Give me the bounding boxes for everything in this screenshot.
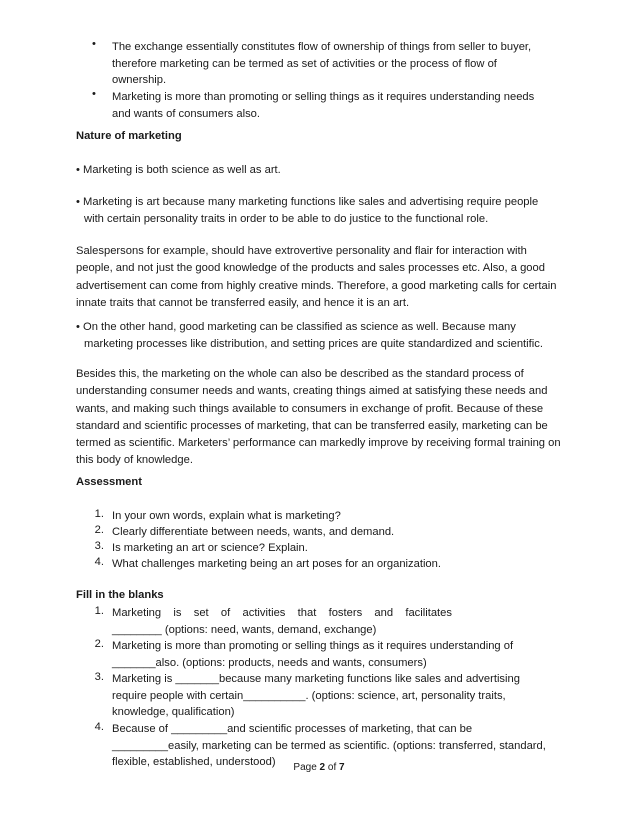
fill-item-3 <box>112 671 542 721</box>
fill-num-2: 2. <box>94 638 104 650</box>
footer-current-page: 2 <box>319 762 326 773</box>
nature-point-2 <box>76 194 566 229</box>
bullet-dot-icon: • <box>92 88 96 100</box>
top-bullet-1: The exchange essentially constitutes flow of ownership of things from seller to buyer, therefore marketing can be termed as set of activities or the process of flow of ownership. <box>112 41 532 86</box>
assessment-item-2: Clearly differentiate between needs, wants, and demand. <box>112 526 395 538</box>
assessment-item-1: In your own words, explain what is marketing? <box>112 510 341 522</box>
fill-item-4-rest: _________easily, marketing can be termed as scientific. (options: transferred, standard, flexible, established, understood) <box>112 739 546 768</box>
page-footer <box>0 762 638 773</box>
footer-sep: of <box>325 762 340 773</box>
nature-point-3-line1: • On the other hand, good marketing can be classified as science as well. Because many <box>76 321 516 333</box>
nature-point-3-line2: marketing processes like distribution, and setting prices are quite standardized and scientific. <box>84 338 543 351</box>
fill-item-3-rest: require people with certain__________. (options: science, art, personality traits, knowledge, qualification) <box>112 689 506 718</box>
assessment-num-3: 3. <box>94 540 104 552</box>
fill-item-2 <box>112 638 562 671</box>
fill-item-4-line1: Because of _________and scientific processes of marketing, that can be <box>112 723 473 735</box>
top-bullet-2: Marketing is more than promoting or selling things as it requires understanding needs and wants of consumers also. <box>112 91 535 120</box>
assessment-num-4: 4. <box>94 556 104 568</box>
fill-item-3-line1: Marketing is _______because many marketing functions like sales and advertising <box>112 673 520 685</box>
assessment-item-3: Is marketing an art or science? Explain. <box>112 542 308 554</box>
nature-point-2-line2: with certain personality traits in order to be able to do justice to the functional role. <box>84 213 489 226</box>
assessment-num-2: 2. <box>94 524 104 536</box>
assessment-num-1: 1. <box>94 508 104 520</box>
assessment-item-4: What challenges marketing being an art poses for an organization. <box>112 558 441 570</box>
nature-point-1: • Marketing is both science as well as art. <box>76 164 281 176</box>
fill-item-1-rest: ________ (options: need, wants, demand, exchange) <box>112 623 377 636</box>
nature-paragraph-besides: Besides this, the marketing on the whole can also be described as the standard process of understanding consumer needs and wants, creating things aimed at satisfying these needs and wants, and making such things available to consumers in exchange of profit. Because of these standard and scientific processes of marketing, that can be transferred easily, marketing can be termed as scientific. Marketers’ performance can markedly improve by receiving formal training on this body of knowledge. <box>76 368 561 467</box>
fill-item-1 <box>112 605 452 638</box>
fill-item-2-line1: Marketing is more than promoting or selling things as it requires understanding of <box>112 640 514 652</box>
nature-point-2-line1: • Marketing is art because many marketing functions like sales and advertising require people <box>76 196 539 208</box>
fill-num-3: 3. <box>94 671 104 683</box>
fill-item-2-rest: _______also. (options: products, needs and wants, consumers) <box>112 656 427 669</box>
nature-paragraph-salespersons: Salespersons for example, should have extrovertive personality and flair for interaction with people, and not just the good knowledge of the products and sales processes etc. Also, a good advertisement can come from highly creative minds. Therefore, a good marketing calls for certain innate traits that cannot be transferred easily, and hence it is an art. <box>76 245 557 309</box>
nature-point-3 <box>76 319 566 354</box>
fill-num-1: 1. <box>94 605 104 617</box>
section-heading-assessment: Assessment <box>76 476 142 488</box>
footer-prefix: Page <box>293 762 320 773</box>
section-heading-fill: Fill in the blanks <box>76 589 164 601</box>
bullet-dot-icon: • <box>92 38 96 50</box>
footer-total-pages: 7 <box>339 762 345 773</box>
fill-item-1-line1: Marketing is set of activities that fosters and facilitates <box>112 607 452 619</box>
section-heading-nature: Nature of marketing <box>76 130 182 142</box>
fill-num-4: 4. <box>94 721 104 733</box>
